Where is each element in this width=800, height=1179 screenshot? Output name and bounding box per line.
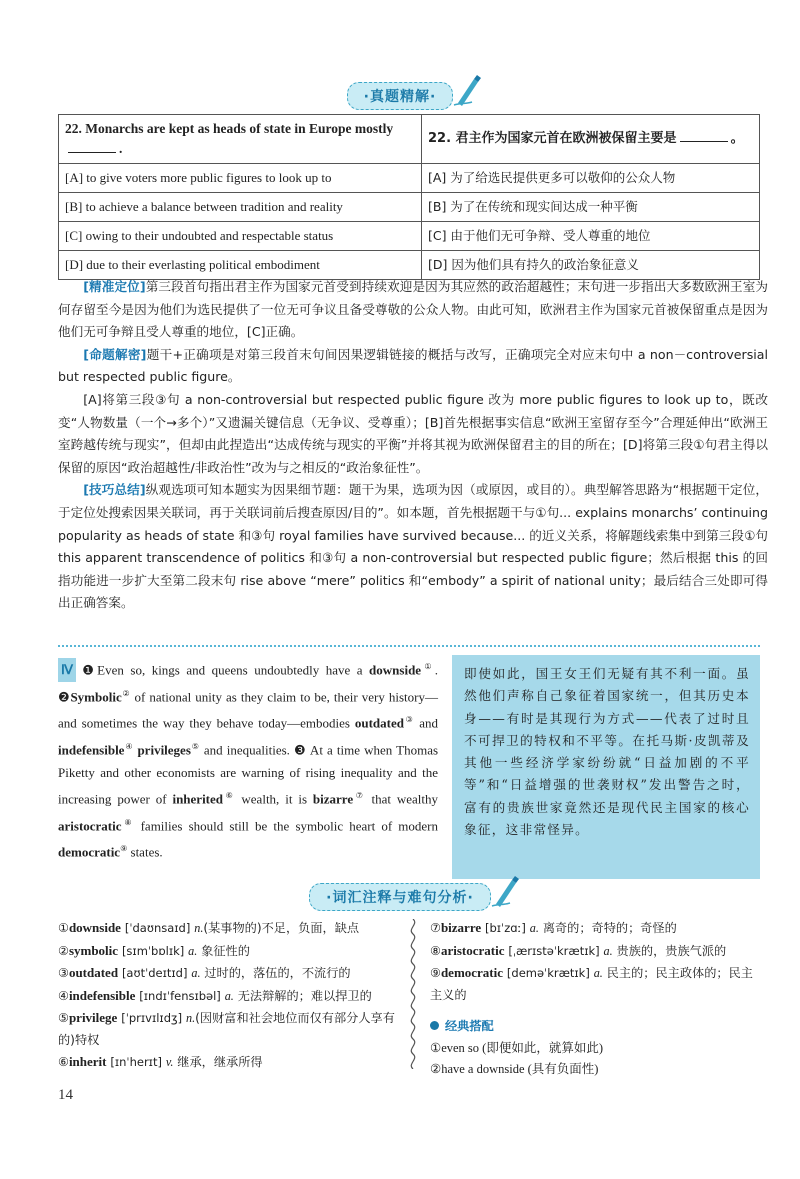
vocab-entry: ⑤privilege [ˈprɪvɪlɪdʒ] n.(因财富和社会地位而仅有部分人享有的)特权 [58,1010,395,1047]
collocation-item: ①even so (即便如此，就算如此) [430,1040,603,1055]
vocab-word: bizarre [312,791,354,807]
answer-blank [68,141,116,153]
vocab-word: Symbolic [70,688,122,704]
answer-blank [680,130,728,142]
option-row-b [59,193,760,222]
vocab-entry: ⑦bizarre [bɪˈzɑː] a. 离奇的；奇特的；奇怪的 [430,920,677,935]
analysis-paragraph: [命题解密]题干+正确项是对第三段首末句间因果逻辑链接的概括与改写，正确项完全对应末句中 a non－controversial but respected public figure。 [58,346,768,385]
sentence-marker: ❷ [58,688,71,704]
vocab-entry: ①downside [ˈdaʊnsaɪd] n.(某事物的)不足，负面，缺点 [58,920,360,935]
vocab-entry: ②symbolic [sɪmˈbɒlɪk] a. 象征性的 [58,942,250,958]
question-stem-zh: 22. 君主作为国家元首在欧洲被保留主要是 。 [422,115,760,164]
vocab-entry: ⑧aristocratic [ˌærɪstəˈkrætɪk] a. 贵族的，贵族气派的 [430,942,727,958]
analysis-paragraph: [A]将第三段③句 a non-controversial but respected public figure 改为 more public figures to look up to，既改变“人物数量（一个→多个）”又遗漏关键信息（无争议、受尊重）；[B]首先根据事实信息“欧洲王室留存至今”合理延伸出“欧洲王室跨越传统与现实”，但却由此捏造出“达成传统与现实的平衡”并将其视为欧洲保留君主的目的所在；[D]将第三段①句君主得以保留的原因“政治超越性/非政治性”改为与之相反的“政治象征性”。 [58,391,768,475]
bullet-dot-icon [430,1021,439,1030]
option-zh: [C] 由于他们无可争辩、受人尊重的地位 [422,222,760,251]
option-en: [D] due to their everlasting political embodiment [59,251,422,280]
vocab-entry: ③outdated [aʊtˈdeɪtɪd] a. 过时的，落伍的，不流行的 [58,965,351,980]
sentence-marker: ❸ [294,741,307,757]
analysis-section [58,276,768,615]
analysis-tag: [精准定位] [83,279,146,294]
question-stem-row [59,115,760,164]
vocab-word: democratic [58,844,121,860]
page-number: 14 [58,1087,73,1103]
paragraph-number-badge: Ⅳ [58,658,76,681]
vocab-list-right [430,917,765,1081]
vocab-entry: ④indefensible [ɪndɪˈfensɪbəl] a. 无法辩解的；难以捍卫的 [58,987,372,1003]
passage-paragraph: Ⅳ ❶Even so, kings and queens undoubtedly have a downside①. ❷Symbolic② of national unity as they claim to be, their very history—and sometimes the way they behave today—embodies outdated③ and indefensible④ privileges⑤ and inequalities. ❸ At a time when Thomas Piketty and other economists are warning of rising inequality and the increasing power of inherited⑥ wealth, it is bizarre⑦ that wealthy aristocratic⑧ families should still be the symbolic heart of modern democratic⑨ states. [58,655,438,864]
analysis-paragraph: [技巧总结]纵观选项可知本题实为因果细节题：题干为果，选项为因（或原因，或目的）。典型解答思路为“根据题干定位，于定位处搜索因果关联词，再于关联词前后搜查原因/目的”。如本题，首先根据题干与①句... explains monarchs’ continuing popularity as heads of state 和③句 royal families have survived because... 的近义关系，将解题线索集中到第三段①句 this apparent transcendence of politics 和③句 a non-controversial but respected public figure；然后根据 this 的回指功能进一步扩大至第二段末句 rise above “mere” politics 和“embody” a spirit of national unity；最后结合三处即可得出正确答案。 [58,482,768,611]
pen-icon [452,73,482,107]
option-zh: [A] 为了给选民提供更多可以敬仰的公众人物 [422,164,760,193]
vocab-list-left [58,917,398,1074]
option-en: [A] to give voters more public figures to look up to [59,164,422,193]
analysis-tag: [技巧总结] [83,482,146,498]
option-row-c [59,222,760,251]
sentence-marker: ❶ [79,662,98,678]
option-zh: [B] 为了在传统和现实间达成一种平衡 [422,193,760,222]
translation-box: 即使如此，国王女王们无疑有其不利一面。虽然他们声称自己象征着国家统一，但其历史本身——有时是其现行为方式——代表了过时且不可捍卫的特权和不平等。在托马斯·皮凯蒂及其他一些经济学家纷纷就“日益加剧的不平等”和“日益增强的世袭财权”发出警告之时，富有的贵族世家竟然还是现代民主国家的核心象征，这非常怪异。 [452,655,760,879]
pen-icon [490,874,520,908]
vocab-word: indefensible [58,741,125,757]
question-table [58,114,760,280]
option-row-a [59,164,760,193]
spiral-binding-divider [406,919,420,1069]
vocab-entry: ⑥inherit [ɪnˈherɪt] v. 继承，继承所得 [58,1054,263,1069]
vocab-word: downside [369,662,422,678]
option-zh: [D] 因为他们具有持久的政治象征意义 [422,251,760,280]
banner-label: ·真题精解· [347,82,454,110]
vocab-word: inherited [172,791,224,807]
collocation-item: ②have a downside (具有负面性) [430,1062,599,1076]
analysis-tag: [命题解密] [83,346,147,362]
analysis-paragraph: [精准定位]第三段首句指出君主作为国家元首受到持续欢迎是因为其应然的政治超越性；末句进一步指出大多数欧洲王室为何存留至今是因为他们为选民提供了一位无可争议且备受尊敬的公众人物。由此可知，欧洲君主作为国家元首被保留重点是因为他们无可争辩且受人尊重的地位，[C]正确。 [58,279,769,340]
section-banner-vocabulary [0,883,800,911]
dotted-divider [58,645,760,647]
vocab-word: outdated [354,715,404,731]
collocation-title: 经典搭配 [430,1016,765,1038]
question-stem-en: 22. Monarchs are kept as heads of state in Europe mostly. [59,115,422,164]
banner-label: ·词汇注释与难句分析· [309,883,491,911]
vocab-word: aristocratic [58,818,122,834]
option-en: [C] owing to their undoubted and respectable status [59,222,422,251]
vocab-entry: ⑨democratic [deməˈkrætɪk] a. 民主的；民主政体的；民主主义的 [430,965,753,1002]
section-banner-exam-analysis [0,82,800,110]
option-en: [B] to achieve a balance between tradition and reality [59,193,422,222]
vocab-word: privileges [137,741,191,757]
